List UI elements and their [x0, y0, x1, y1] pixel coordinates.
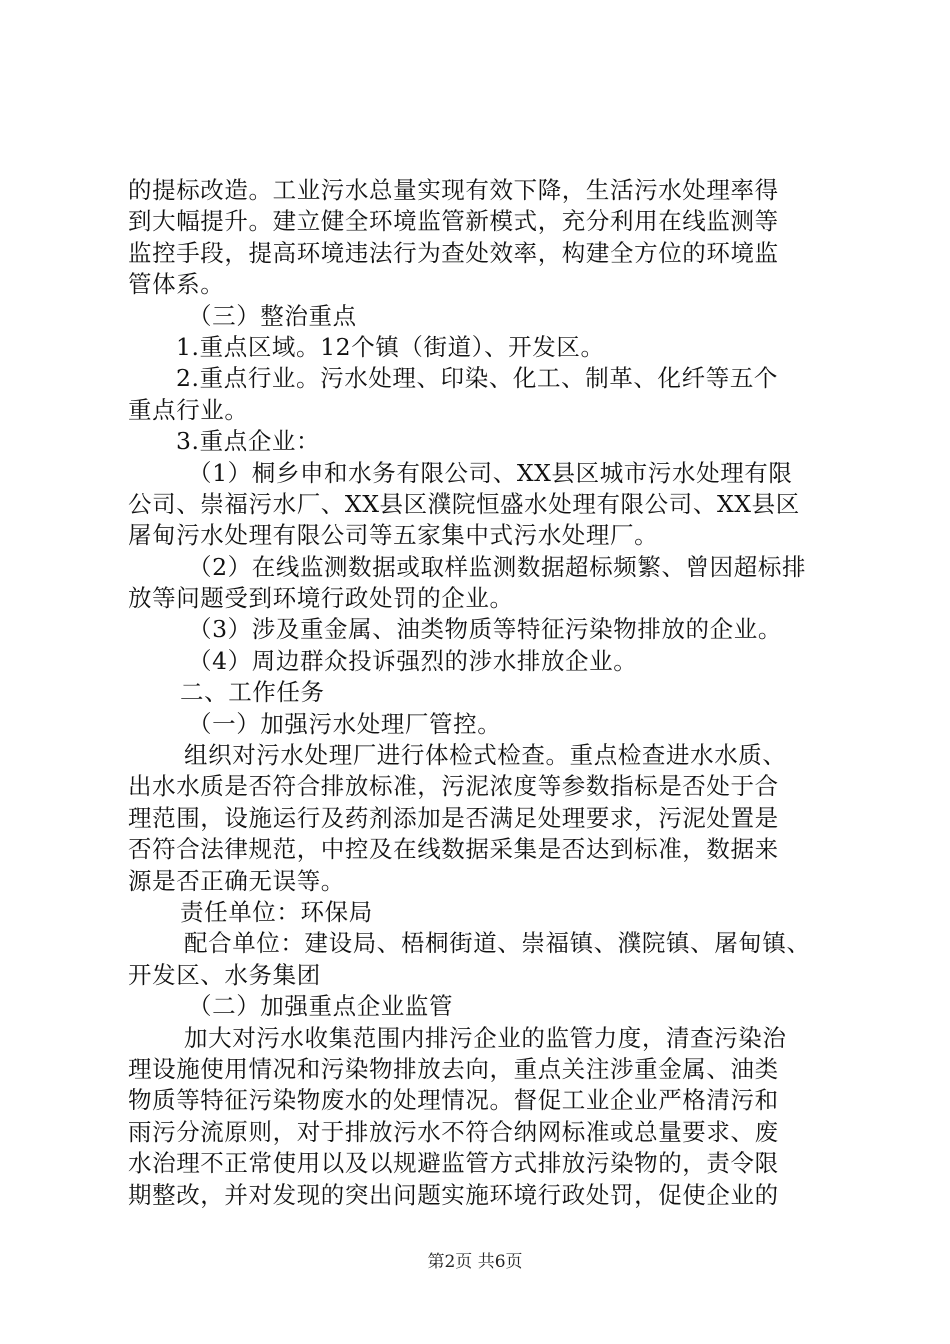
text-line: （4）周边群众投诉强烈的涉水排放企业。 [188, 646, 638, 675]
text-line: 的提标改造。工业污水总量实现有效下降，生活污水处理率得 [128, 176, 779, 204]
text-line: 期整改，并对发现的突出问题实施环境行政处罚，促使企业的 [128, 1180, 779, 1209]
text-line: 雨污分流原则，对于排放污水不符合纳网标准或总量要求、废 [128, 1117, 779, 1146]
text-line: 理设施使用情况和污染物排放去向，重点关注涉重金属、油类 [128, 1054, 779, 1083]
text-line: （一）加强污水处理厂管控。 [188, 709, 502, 738]
text-line: 责任单位：环保局 [180, 897, 373, 926]
text-line: 3.重点企业： [176, 427, 321, 456]
text-line: 开发区、水务集团 [128, 960, 321, 989]
page-footer: 第2页 共6页 [427, 1252, 523, 1272]
text-line: 2.重点行业。污水处理、印染、化工、制革、化纤等五个 [176, 364, 779, 393]
text-line: （二）加强重点企业监管 [188, 992, 454, 1021]
text-line: 源是否正确无误等。 [128, 866, 345, 895]
text-line: 管体系。 [128, 270, 225, 299]
text-line: 出水水质是否符合排放标准，污泥浓度等参数指标是否处于合 [128, 772, 779, 801]
text-line: 二、工作任务 [180, 678, 325, 707]
text-line: （三）整治重点 [188, 301, 357, 330]
text-line: 监控手段，提高环境违法行为查处效率，构建全方位的环境监 [128, 238, 779, 267]
text-line: 放等问题受到环境行政处罚的企业。 [128, 584, 514, 613]
text-line: 物质等特征污染物废水的处理情况。督促工业企业严格清污和 [128, 1086, 779, 1115]
text-line: 到大幅提升。建立健全环境监管新模式，充分利用在线监测等 [128, 207, 779, 236]
text-line: （3）涉及重金属、油类物质等特征污染物排放的企业。 [188, 615, 782, 644]
text-line: 重点行业。 [128, 395, 249, 424]
text-line: （2）在线监测数据或取样监测数据超标频繁、曾因超标排 [188, 552, 807, 581]
document-body [128, 175, 848, 1211]
text-line: 屠甸污水处理有限公司等五家集中式污水处理厂。 [128, 521, 659, 550]
text-line: （1）桐乡申和水务有限公司、XX县区城市污水处理有限 [188, 458, 793, 487]
text-line: 水治理不正常使用以及以规避监管方式排放污染物的，责令限 [128, 1149, 779, 1178]
text-line: 组织对污水处理厂进行体检式检查。重点检查进水水质、 [184, 741, 787, 770]
text-line: 1.重点区域。12个镇（街道）、开发区。 [176, 332, 605, 361]
text-line: 公司、崇福污水厂、XX县区濮院恒盛水处理有限公司、XX县区 [128, 489, 800, 518]
text-line: 加大对污水收集范围内排污企业的监管力度，清查污染治 [184, 1023, 787, 1052]
text-line: 配合单位：建设局、梧桐街道、崇福镇、濮院镇、屠甸镇、 [184, 929, 811, 958]
text-line: 理范围，设施运行及药剂添加是否满足处理要求，污泥处置是 [128, 803, 779, 832]
text-line: 否符合法律规范，中控及在线数据采集是否达到标准，数据来 [128, 835, 779, 864]
